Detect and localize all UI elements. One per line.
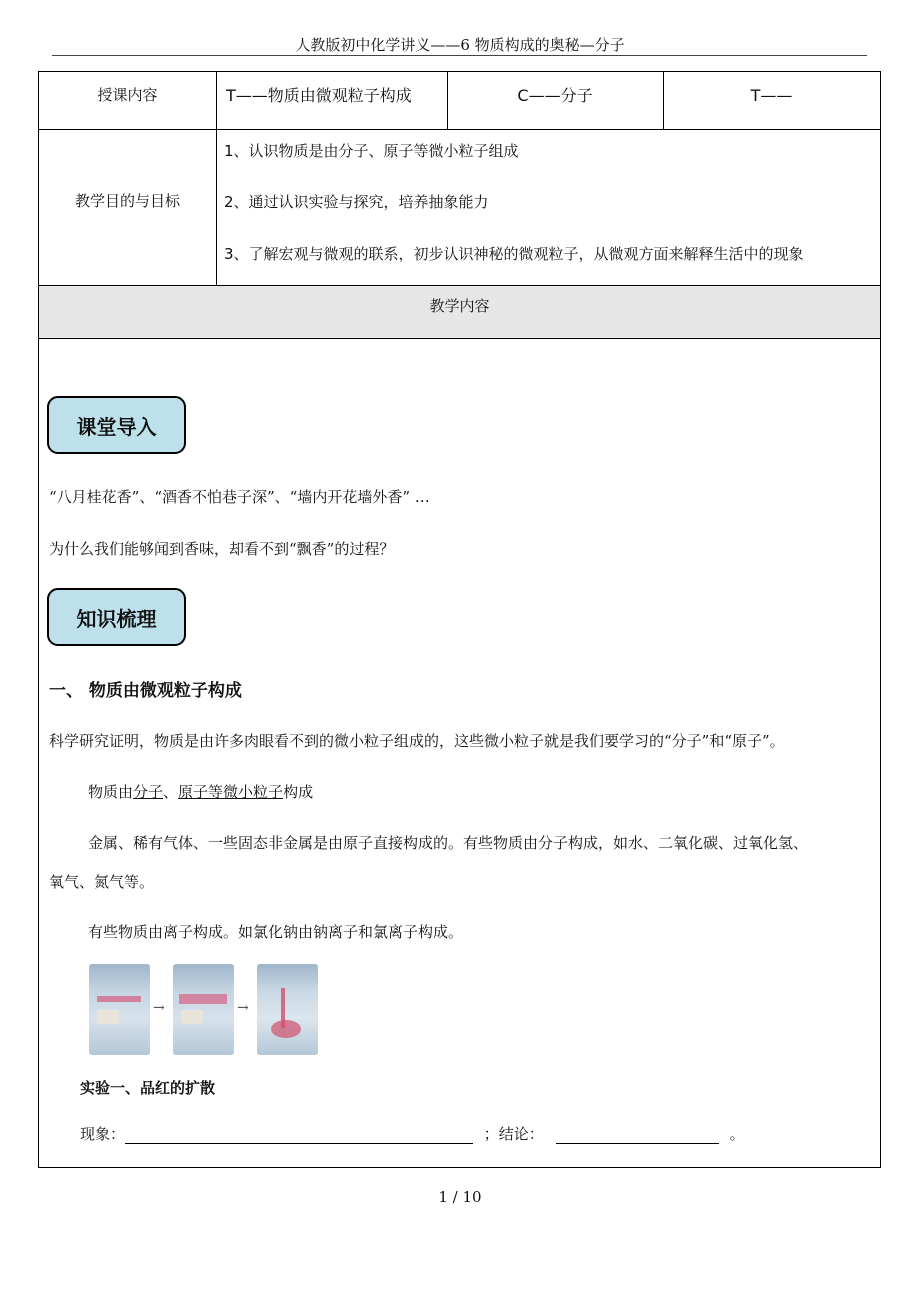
goal-item: 1、认识物质是由分子、原子等微小粒子组成 <box>224 142 519 160</box>
topic-t2: T—— <box>750 86 793 105</box>
table-line <box>216 72 217 285</box>
table-line <box>39 338 880 339</box>
label-patch <box>97 1010 119 1024</box>
topic-t1: T——物质由微观粒子构成 <box>226 86 412 105</box>
table-line <box>39 129 880 130</box>
page-header: 人教版初中化学讲义——6 物质构成的奥秘—分子 <box>295 36 625 54</box>
section-title: 一、 物质由微观粒子构成 <box>49 681 242 701</box>
lesson-frame <box>38 71 881 1168</box>
paragraph: 氧气、氮气等。 <box>49 873 155 891</box>
end-punct: 。 <box>729 1125 745 1143</box>
text: 物质由 <box>88 783 134 801</box>
arrow: → <box>237 1000 249 1016</box>
goal-item: 3、了解宏观与微观的联系，初步认识神秘的微观粒子，从微观方面来解释生活中的现象 <box>224 245 804 263</box>
text: 构成 <box>283 783 314 801</box>
paragraph: 科学研究证明，物质是由许多肉眼看不到的微小粒子组成的，这些微小粒子就是我们要学习的“分子”和“原子”。 <box>49 732 785 750</box>
header-rule <box>52 55 867 56</box>
experiment-title: 实验一、品红的扩散 <box>80 1079 216 1097</box>
row-label-goals: 教学目的与目标 <box>74 192 180 210</box>
beaker-image <box>89 964 150 1055</box>
paragraph-underlined <box>88 781 313 802</box>
dye-layer <box>179 994 227 1004</box>
beaker-image <box>173 964 234 1055</box>
badge-knowledge: 知识梳理 <box>47 588 186 646</box>
paragraph: 金属、稀有气体、一些固态非金属是由原子直接构成的。有些物质由分子构成，如水、二氧化碳、过氧化氢、 <box>88 834 809 852</box>
dye-plume <box>271 1020 301 1038</box>
text: 、 <box>163 783 179 801</box>
label-patch <box>181 1010 203 1024</box>
intro-quote: “八月桂花香”、“酒香不怕巷子深”、“墙内开花墙外香” … <box>49 488 430 506</box>
section-header-teaching-content: 教学内容 <box>429 297 490 315</box>
underlined-term: 分子 <box>133 783 164 801</box>
observation-blank[interactable] <box>125 1125 473 1144</box>
dye-layer <box>97 996 141 1002</box>
topic-c: C——分子 <box>517 86 593 105</box>
paragraph: 有些物质由离子构成。如氯化钠由钠离子和氯离子构成。 <box>88 923 464 941</box>
underlined-term: 原子等微小粒子 <box>178 783 284 801</box>
page-footer: 1 / 10 <box>438 1188 482 1206</box>
arrow: → <box>153 1000 165 1016</box>
conclusion-blank[interactable] <box>556 1125 719 1144</box>
row-label-teaching-content: 授课内容 <box>97 86 158 104</box>
intro-question: 为什么我们能够闻到香味，却看不到“飘香”的过程？ <box>49 540 395 558</box>
observation-line <box>80 1123 745 1144</box>
goal-item: 2、通过认识实验与探究，培养抽象能力 <box>224 193 489 211</box>
beaker-image <box>257 964 318 1055</box>
conclusion-label: ；结论： <box>483 1125 544 1143</box>
badge-class-intro: 课堂导入 <box>47 396 186 454</box>
observation-label: 现象： <box>80 1125 126 1143</box>
